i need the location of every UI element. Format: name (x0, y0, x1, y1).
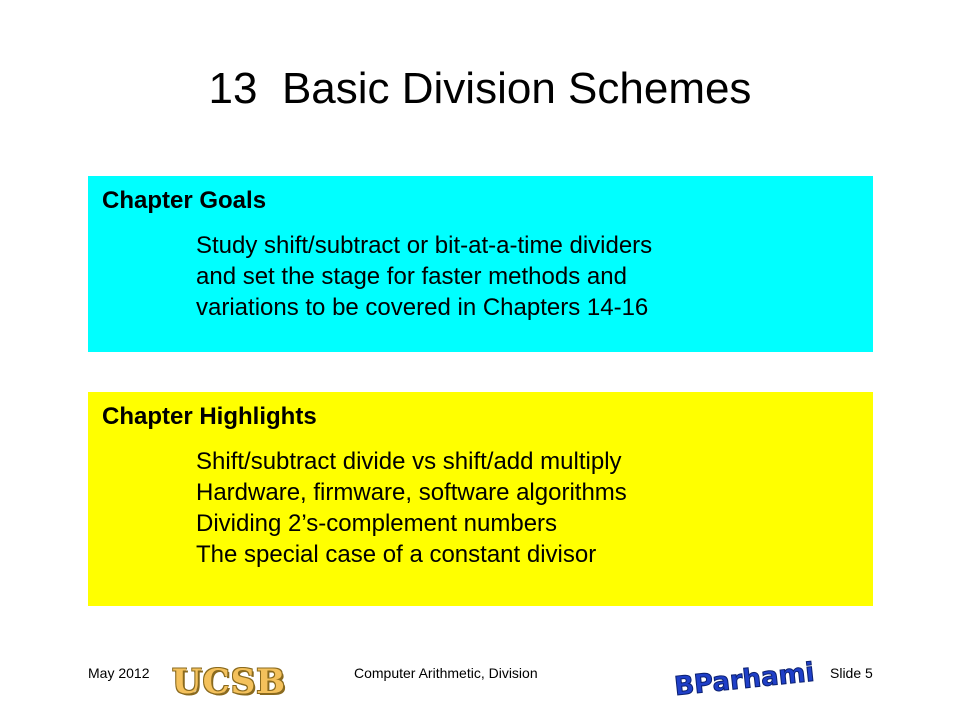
slide-footer (0, 657, 960, 704)
chapter-highlights-line: Dividing 2’s-complement numbers (196, 510, 558, 537)
slide-title: 13 Basic Division Schemes (208, 64, 752, 113)
footer-slide-number: Slide 5 (830, 665, 873, 681)
author-logo (672, 642, 816, 703)
chapter-goals-heading: Chapter Goals (102, 187, 267, 214)
ucsb-logo-text: UCSB (171, 662, 286, 702)
chapter-highlights-line: The special case of a constant divisor (196, 541, 597, 568)
chapter-highlights-list (102, 446, 859, 570)
chapter-goals-box (88, 176, 873, 352)
chapter-highlights-box (88, 392, 873, 606)
chapter-goals-list (102, 230, 859, 323)
chapter-highlights-line: Hardware, firmware, software algorithms (196, 479, 627, 506)
chapter-highlights-line: Shift/subtract divide vs shift/add multiply (196, 448, 622, 475)
ucsb-logo (170, 660, 288, 704)
footer-date: May 2012 (88, 665, 150, 681)
chapter-goals-line: variations to be covered in Chapters 14-16 (196, 294, 649, 321)
chapter-goals-line: Study shift/subtract or bit-at-a-time dividers (196, 232, 653, 259)
author-logo-text: BParhami (672, 657, 816, 703)
footer-course-title: Computer Arithmetic, Division (354, 665, 538, 681)
chapter-goals-line: and set the stage for faster methods and (196, 263, 627, 290)
chapter-highlights-heading: Chapter Highlights (102, 403, 317, 430)
